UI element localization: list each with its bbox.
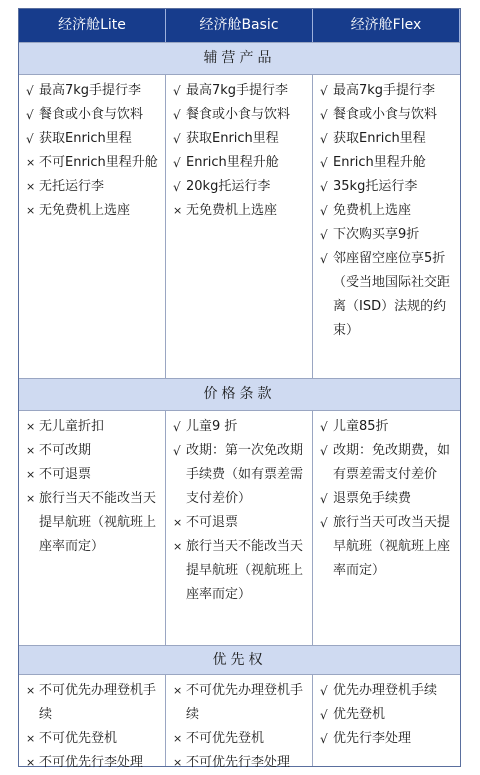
list-item [320, 511, 460, 583]
list-item [320, 487, 460, 511]
list-item-text: 邻座留空座位享5折（受当地国际社交距离（ISD）法规的约束） [333, 251, 451, 338]
list-item-text: 无免费机上选座 [39, 203, 131, 218]
list-item-text: 不可退票 [39, 467, 92, 482]
cross-icon: × [173, 204, 183, 217]
list-item [173, 535, 312, 607]
list-item-text: 获取Enrich里程 [333, 131, 426, 146]
list-item-text: 下次购买享9折 [333, 227, 420, 242]
check-icon: √ [320, 228, 328, 242]
cell-flex [313, 411, 460, 645]
fare-comparison-table [18, 8, 461, 770]
list-item-text: 获取Enrich里程 [39, 131, 132, 146]
section-title-pricing: 价格条款 [19, 378, 460, 411]
list-item-text: Enrich里程升舱 [186, 155, 279, 170]
check-icon: √ [173, 444, 181, 458]
list-item [320, 703, 460, 727]
list-item-text: 无托运行李 [39, 179, 105, 194]
list-item-text: 不可优先办理登机手续 [39, 683, 157, 722]
list-item [26, 751, 165, 775]
list-item-text: 不可改期 [39, 443, 92, 458]
list-item-text: 不可退票 [186, 515, 239, 530]
list-item-text: 免费机上选座 [333, 203, 412, 218]
cross-icon: × [26, 180, 36, 193]
cell-lite [19, 675, 166, 770]
cross-icon: × [173, 684, 183, 697]
cell-basic [166, 75, 313, 378]
check-icon: √ [320, 156, 328, 170]
check-icon: √ [320, 732, 328, 746]
list-item [320, 103, 460, 127]
list-item-text: 无免费机上选座 [186, 203, 278, 218]
cross-icon: × [26, 492, 36, 505]
section-title-ancillary: 辅营产品 [19, 42, 460, 75]
list-item-text: 旅行当天可改当天提早航班（视航班上座率而定） [333, 515, 451, 578]
check-icon: √ [320, 444, 328, 458]
cross-icon: × [26, 684, 36, 697]
list-item [26, 415, 165, 439]
list-item [26, 679, 165, 727]
list-item [173, 79, 312, 103]
check-icon: √ [173, 108, 181, 122]
list-item [173, 415, 312, 439]
list-item [173, 511, 312, 535]
section-row-ancillary [19, 75, 460, 378]
list-item-text: 最高7kg手提行李 [333, 83, 436, 98]
cross-icon: × [26, 156, 36, 169]
check-icon: √ [320, 420, 328, 434]
list-item [26, 463, 165, 487]
list-item-text: 旅行当天不能改当天提早航班（视航班上座率而定） [39, 491, 157, 554]
section-row-pricing [19, 411, 460, 645]
list-item [320, 439, 460, 487]
cell-flex [313, 675, 460, 766]
list-item-text: 餐食或小食与饮料 [39, 107, 144, 122]
check-icon: √ [320, 180, 328, 194]
cross-icon: × [173, 516, 183, 529]
table-header [19, 9, 460, 42]
list-item-text: 不可优先行李处理 [39, 755, 144, 770]
list-item-text: 不可优先登机 [186, 731, 265, 746]
list-item [320, 151, 460, 175]
check-icon: √ [320, 132, 328, 146]
cross-icon: × [26, 444, 36, 457]
check-icon: √ [320, 84, 328, 98]
cell-lite [19, 75, 166, 378]
check-icon: √ [173, 180, 181, 194]
check-icon: √ [26, 108, 34, 122]
list-item-text: 20kg托运行李 [186, 179, 271, 194]
list-item [26, 127, 165, 151]
cross-icon: × [173, 540, 183, 553]
list-item-text: 获取Enrich里程 [186, 131, 279, 146]
list-item-text: 不可优先办理登机手续 [186, 683, 304, 722]
cross-icon: × [173, 756, 183, 769]
list-item-text: 儿童9 折 [186, 419, 238, 434]
check-icon: √ [173, 132, 181, 146]
list-item-text: 最高7kg手提行李 [39, 83, 142, 98]
list-item [173, 727, 312, 751]
cross-icon: × [26, 732, 36, 745]
list-item-text: 最高7kg手提行李 [186, 83, 289, 98]
list-item [320, 679, 460, 703]
list-item [173, 751, 312, 775]
list-item [173, 127, 312, 151]
check-icon: √ [173, 156, 181, 170]
check-icon: √ [173, 84, 181, 98]
list-item-text: 优先行李处理 [333, 731, 412, 746]
list-item [320, 415, 460, 439]
check-icon: √ [26, 84, 34, 98]
list-item [173, 679, 312, 727]
list-item [320, 247, 460, 343]
list-item [26, 79, 165, 103]
list-item-text: 优先登机 [333, 707, 386, 722]
list-item [320, 223, 460, 247]
list-item [26, 487, 165, 559]
cross-icon: × [26, 756, 36, 769]
cell-flex [313, 75, 460, 378]
check-icon: √ [320, 708, 328, 722]
check-icon: √ [320, 204, 328, 218]
list-item [26, 175, 165, 199]
list-item-text: 退票免手续费 [333, 491, 412, 506]
list-item-text: 不可优先行李处理 [186, 755, 291, 770]
list-item [320, 175, 460, 199]
list-item [320, 199, 460, 223]
list-item-text: Enrich里程升舱 [333, 155, 426, 170]
list-item-text: 不可优先登机 [39, 731, 118, 746]
cell-basic [166, 411, 313, 645]
list-item [173, 199, 312, 223]
cell-basic [166, 675, 313, 770]
list-item [26, 199, 165, 223]
list-item-text: 改期：免改期费，如有票差需支付差价 [333, 443, 451, 482]
list-item [173, 151, 312, 175]
list-item [173, 439, 312, 511]
list-item [320, 127, 460, 151]
list-item [320, 79, 460, 103]
list-item-text: 改期：第一次免改期手续费（如有票差需支付差价） [186, 443, 304, 506]
list-item-text: 优先办理登机手续 [333, 683, 438, 698]
list-item-text: 35kg托运行李 [333, 179, 418, 194]
column-header-flex: 经济舱Flex [313, 9, 460, 42]
list-item [26, 103, 165, 127]
list-item-text: 旅行当天不能改当天提早航班（视航班上座率而定） [186, 539, 304, 602]
list-item [26, 151, 165, 175]
check-icon: √ [173, 420, 181, 434]
section-title-priority: 优先权 [19, 645, 460, 675]
check-icon: √ [320, 492, 328, 506]
check-icon: √ [320, 252, 328, 266]
list-item [26, 439, 165, 463]
cross-icon: × [26, 420, 36, 433]
list-item-text: 无儿童折扣 [39, 419, 105, 434]
list-item [26, 727, 165, 751]
column-header-lite: 经济舱Lite [19, 9, 166, 42]
cross-icon: × [173, 732, 183, 745]
list-item-text: 儿童85折 [333, 419, 389, 434]
column-header-basic: 经济舱Basic [166, 9, 313, 42]
list-item [173, 175, 312, 199]
list-item-text: 餐食或小食与饮料 [186, 107, 291, 122]
cross-icon: × [26, 468, 36, 481]
list-item-text: 餐食或小食与饮料 [333, 107, 438, 122]
check-icon: √ [320, 684, 328, 698]
check-icon: √ [320, 516, 328, 530]
list-item [320, 727, 460, 751]
check-icon: √ [26, 132, 34, 146]
cross-icon: × [26, 204, 36, 217]
cell-lite [19, 411, 166, 645]
section-row-priority [19, 675, 460, 770]
list-item [173, 103, 312, 127]
list-item-text: 不可Enrich里程升舱 [39, 155, 158, 170]
check-icon: √ [320, 108, 328, 122]
